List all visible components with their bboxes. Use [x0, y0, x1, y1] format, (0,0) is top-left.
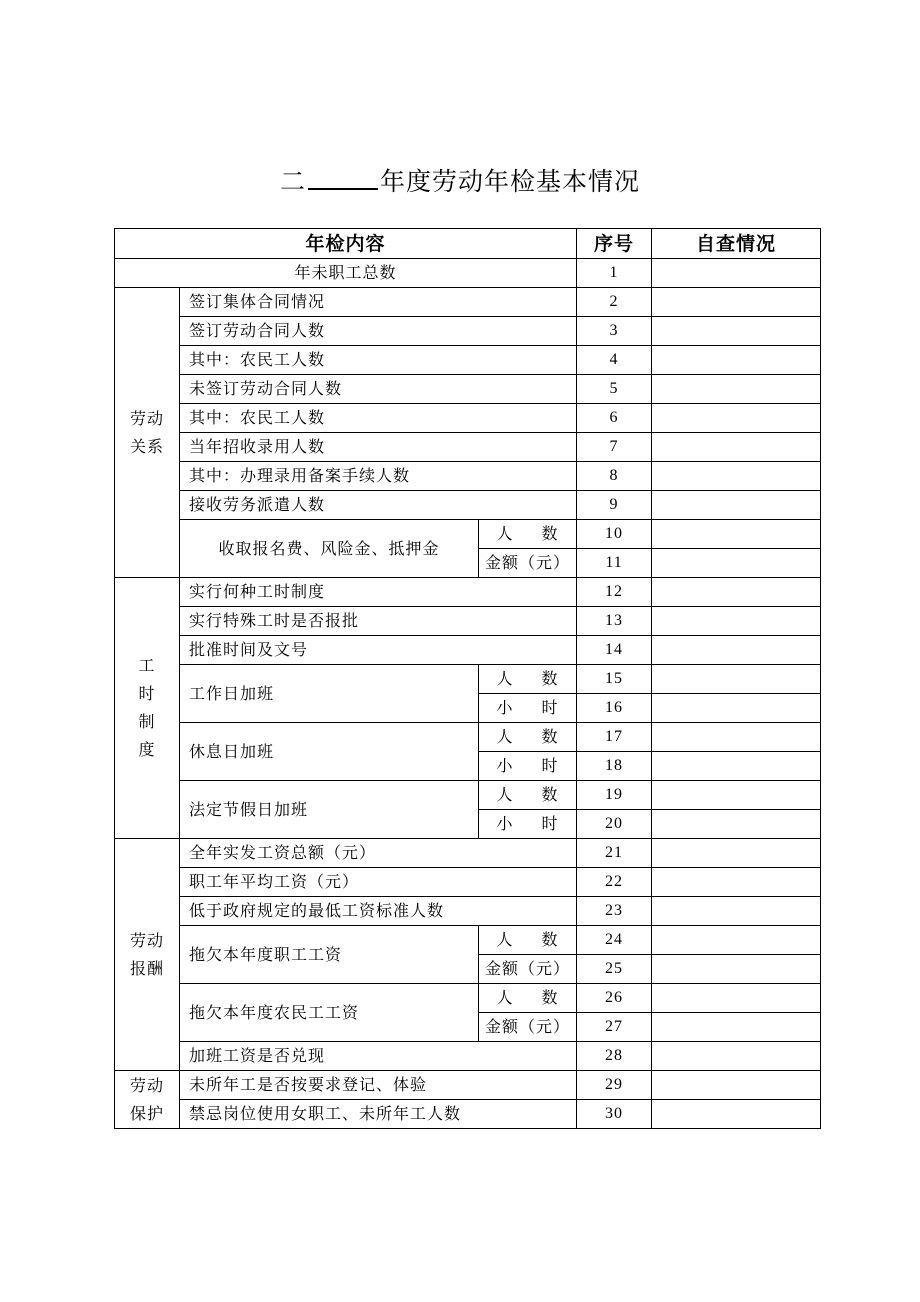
row-label: 工作日加班 [180, 665, 479, 723]
row-label: 年未职工总数 [115, 259, 577, 288]
self-check-cell[interactable] [652, 1042, 821, 1071]
table-row [115, 897, 821, 926]
row-label: 低于政府规定的最低工资标准人数 [180, 897, 577, 926]
self-check-cell[interactable] [652, 781, 821, 810]
self-check-cell[interactable] [652, 317, 821, 346]
sub-label-count: 人 数 [479, 984, 577, 1013]
self-check-cell[interactable] [652, 375, 821, 404]
table-row [115, 607, 821, 636]
sub-label-amount: 金额（元） [479, 1013, 577, 1042]
self-check-cell[interactable] [652, 462, 821, 491]
self-check-cell[interactable] [652, 897, 821, 926]
table-row [115, 723, 821, 752]
self-check-cell[interactable] [652, 723, 821, 752]
table-row [115, 839, 821, 868]
row-seq: 8 [577, 462, 652, 491]
row-seq: 17 [577, 723, 652, 752]
self-check-cell[interactable] [652, 665, 821, 694]
inspection-table [114, 228, 821, 1129]
self-check-cell[interactable] [652, 1100, 821, 1129]
row-label: 职工年平均工资（元） [180, 868, 577, 897]
row-label: 批准时间及文号 [180, 636, 577, 665]
sub-label-count: 人 数 [479, 520, 577, 549]
self-check-cell[interactable] [652, 839, 821, 868]
table-row [115, 636, 821, 665]
self-check-cell[interactable] [652, 984, 821, 1013]
table-row [115, 868, 821, 897]
sub-label-amount: 金额（元） [479, 549, 577, 578]
row-seq: 20 [577, 810, 652, 839]
self-check-cell[interactable] [652, 549, 821, 578]
row-label: 未签订劳动合同人数 [180, 375, 577, 404]
row-label: 收取报名费、风险金、抵押金 [180, 520, 479, 578]
row-label: 其中：办理录用备案手续人数 [180, 462, 577, 491]
row-label: 其中：农民工人数 [180, 346, 577, 375]
row-seq: 6 [577, 404, 652, 433]
group-work-hours: 工 时 制 度 [115, 578, 180, 839]
row-seq: 9 [577, 491, 652, 520]
row-label: 其中：农民工人数 [180, 404, 577, 433]
self-check-cell[interactable] [652, 433, 821, 462]
self-check-cell[interactable] [652, 694, 821, 723]
self-check-cell[interactable] [652, 259, 821, 288]
row-seq: 11 [577, 549, 652, 578]
row-seq: 25 [577, 955, 652, 984]
table-row [115, 346, 821, 375]
row-seq: 5 [577, 375, 652, 404]
row-label: 拖欠本年度农民工工资 [180, 984, 479, 1042]
self-check-cell[interactable] [652, 520, 821, 549]
table-row [115, 520, 821, 549]
row-seq: 29 [577, 1071, 652, 1100]
title-suffix: 年度劳动年检基本情况 [380, 167, 641, 196]
sub-label-hours: 小 时 [479, 752, 577, 781]
table-row [115, 1042, 821, 1071]
table-row [115, 1071, 821, 1100]
group-protection: 劳动 保护 [115, 1071, 180, 1129]
self-check-cell[interactable] [652, 404, 821, 433]
page-title [0, 162, 920, 198]
row-seq: 23 [577, 897, 652, 926]
sub-label-count: 人 数 [479, 926, 577, 955]
row-label: 签订集体合同情况 [180, 288, 577, 317]
table-row [115, 317, 821, 346]
row-label: 加班工资是否兑现 [180, 1042, 577, 1071]
row-seq: 10 [577, 520, 652, 549]
table-row [115, 462, 821, 491]
self-check-cell[interactable] [652, 491, 821, 520]
table-row [115, 781, 821, 810]
header-content: 年检内容 [115, 229, 577, 259]
row-seq: 26 [577, 984, 652, 1013]
row-seq: 13 [577, 607, 652, 636]
sub-label-count: 人 数 [479, 781, 577, 810]
self-check-cell[interactable] [652, 868, 821, 897]
row-seq: 18 [577, 752, 652, 781]
table-row [115, 491, 821, 520]
self-check-cell[interactable] [652, 636, 821, 665]
row-label: 当年招收录用人数 [180, 433, 577, 462]
title-prefix: 二 [279, 167, 306, 196]
self-check-cell[interactable] [652, 288, 821, 317]
group-labor-relations: 劳动 关系 [115, 288, 180, 578]
row-label: 拖欠本年度职工工资 [180, 926, 479, 984]
row-label: 接收劳务派遣人数 [180, 491, 577, 520]
row-label: 签订劳动合同人数 [180, 317, 577, 346]
row-seq: 22 [577, 868, 652, 897]
row-label: 法定节假日加班 [180, 781, 479, 839]
row-seq: 27 [577, 1013, 652, 1042]
table-row [115, 404, 821, 433]
row-seq: 14 [577, 636, 652, 665]
row-seq: 4 [577, 346, 652, 375]
self-check-cell[interactable] [652, 1013, 821, 1042]
sub-label-count: 人 数 [479, 723, 577, 752]
row-seq: 24 [577, 926, 652, 955]
header-seq: 序号 [577, 229, 652, 259]
row-label: 全年实发工资总额（元） [180, 839, 577, 868]
table-row [115, 288, 821, 317]
row-seq: 12 [577, 578, 652, 607]
row-seq: 3 [577, 317, 652, 346]
self-check-cell[interactable] [652, 1071, 821, 1100]
row-seq: 2 [577, 288, 652, 317]
table-row [115, 433, 821, 462]
row-seq: 19 [577, 781, 652, 810]
row-label: 休息日加班 [180, 723, 479, 781]
self-check-cell[interactable] [652, 578, 821, 607]
row-label: 禁忌岗位使用女职工、未所年工人数 [180, 1100, 577, 1129]
row-seq: 21 [577, 839, 652, 868]
self-check-cell[interactable] [652, 346, 821, 375]
table-row [115, 1100, 821, 1129]
row-seq: 15 [577, 665, 652, 694]
row-seq: 28 [577, 1042, 652, 1071]
row-label: 实行何种工时制度 [180, 578, 577, 607]
header-row [115, 229, 821, 259]
sub-label-hours: 小 时 [479, 694, 577, 723]
self-check-cell[interactable] [652, 607, 821, 636]
self-check-cell[interactable] [652, 955, 821, 984]
table-row [115, 926, 821, 955]
table-row [115, 375, 821, 404]
row-seq: 7 [577, 433, 652, 462]
self-check-cell[interactable] [652, 752, 821, 781]
row-label: 未所年工是否按要求登记、体验 [180, 1071, 577, 1100]
table-row [115, 984, 821, 1013]
self-check-cell[interactable] [652, 926, 821, 955]
year-blank [308, 166, 378, 190]
row-label: 实行特殊工时是否报批 [180, 607, 577, 636]
sub-label-count: 人 数 [479, 665, 577, 694]
row-seq: 30 [577, 1100, 652, 1129]
header-self-check: 自查情况 [652, 229, 821, 259]
sub-label-hours: 小 时 [479, 810, 577, 839]
self-check-cell[interactable] [652, 810, 821, 839]
table-row [115, 665, 821, 694]
table-row [115, 578, 821, 607]
group-pay: 劳动 报酬 [115, 839, 180, 1071]
row-seq: 1 [577, 259, 652, 288]
sub-label-amount: 金额（元） [479, 955, 577, 984]
row-seq: 16 [577, 694, 652, 723]
table-row [115, 259, 821, 288]
